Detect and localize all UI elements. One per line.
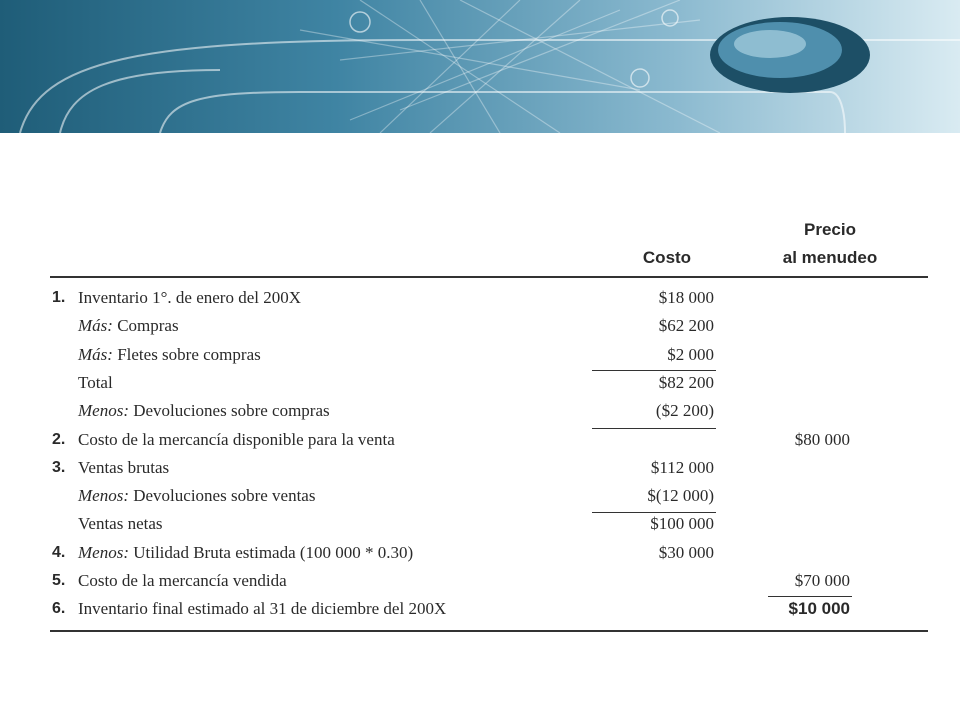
row-label — [78, 486, 315, 506]
row-label-text: Ventas netas — [78, 514, 163, 534]
row-label — [78, 430, 395, 450]
row-label — [78, 458, 169, 478]
row-label — [78, 288, 301, 308]
retail-value: $70 000 — [794, 571, 850, 590]
table-row — [50, 511, 930, 539]
table-row — [50, 455, 930, 483]
row-number: 2. — [52, 430, 66, 448]
table-row — [50, 483, 930, 511]
row-label-text: Devoluciones sobre compras — [128, 401, 330, 421]
table-row — [50, 370, 930, 398]
estimated-inventory-table — [50, 0, 930, 720]
row-label-text: Costo de la mercancía disponible para la venta — [78, 429, 395, 449]
row-label-text: Costo de la mercancía vendida — [78, 571, 287, 590]
row-label-text: Compras — [112, 316, 179, 336]
row-label-prefix: Más: — [78, 316, 113, 336]
table-top-rule — [50, 276, 928, 278]
row-label-text: Inventario 1°. de enero del 200X — [78, 288, 302, 307]
row-label-prefix: Menos: — [78, 401, 129, 421]
retail-column-header-line2: al menudeo — [782, 248, 878, 267]
table-row — [50, 596, 930, 624]
row-number: 1. — [52, 289, 66, 306]
cost-value: ($2 200) — [655, 401, 714, 421]
row-label-prefix: Menos: — [78, 486, 129, 506]
row-label-text: Inventario final estimado al 31 de diciembre del 200X — [78, 599, 447, 619]
cost-value: $2 000 — [667, 344, 714, 364]
cost-value: $(12 000) — [647, 486, 714, 506]
cost-value: $100 000 — [650, 514, 714, 534]
row-label — [78, 514, 163, 534]
row-label — [78, 401, 330, 421]
table-bottom-rule — [50, 630, 928, 632]
cost-value: $62 200 — [658, 316, 714, 336]
row-number: 3. — [52, 458, 66, 476]
row-label-text: Ventas brutas — [78, 457, 170, 477]
row-label-text: Utilidad Bruta estimada (100 000 * 0.30) — [128, 542, 414, 562]
table-row — [50, 427, 930, 455]
retail-column-header-line1: Precio — [804, 220, 856, 239]
row-label — [78, 571, 287, 591]
table-row — [50, 285, 930, 313]
row-label — [78, 599, 446, 619]
cost-column-header: Costo — [642, 248, 692, 267]
row-label — [78, 316, 179, 336]
table-row — [50, 568, 930, 596]
row-number: 5. — [52, 572, 66, 589]
table-row — [50, 540, 930, 568]
row-label — [78, 345, 261, 365]
row-label-text: Devoluciones sobre ventas — [128, 486, 316, 506]
row-label-prefix: Menos: — [78, 542, 129, 562]
row-label — [78, 543, 413, 563]
retail-value: $10 000 — [788, 599, 850, 619]
table-row — [50, 313, 930, 341]
table-row — [50, 398, 930, 426]
row-label — [78, 373, 113, 393]
cost-value: $18 000 — [658, 288, 714, 307]
row-label-prefix: Más: — [78, 344, 113, 364]
row-number: 4. — [52, 543, 66, 561]
table-row — [50, 342, 930, 370]
retail-value: $80 000 — [794, 429, 850, 449]
cost-value: $82 200 — [658, 372, 714, 392]
row-label-text: Total — [78, 372, 113, 392]
row-label-text: Fletes sobre compras — [112, 344, 261, 364]
cost-value: $30 000 — [658, 542, 714, 562]
row-number: 6. — [52, 600, 66, 618]
cost-value: $112 000 — [650, 457, 714, 477]
